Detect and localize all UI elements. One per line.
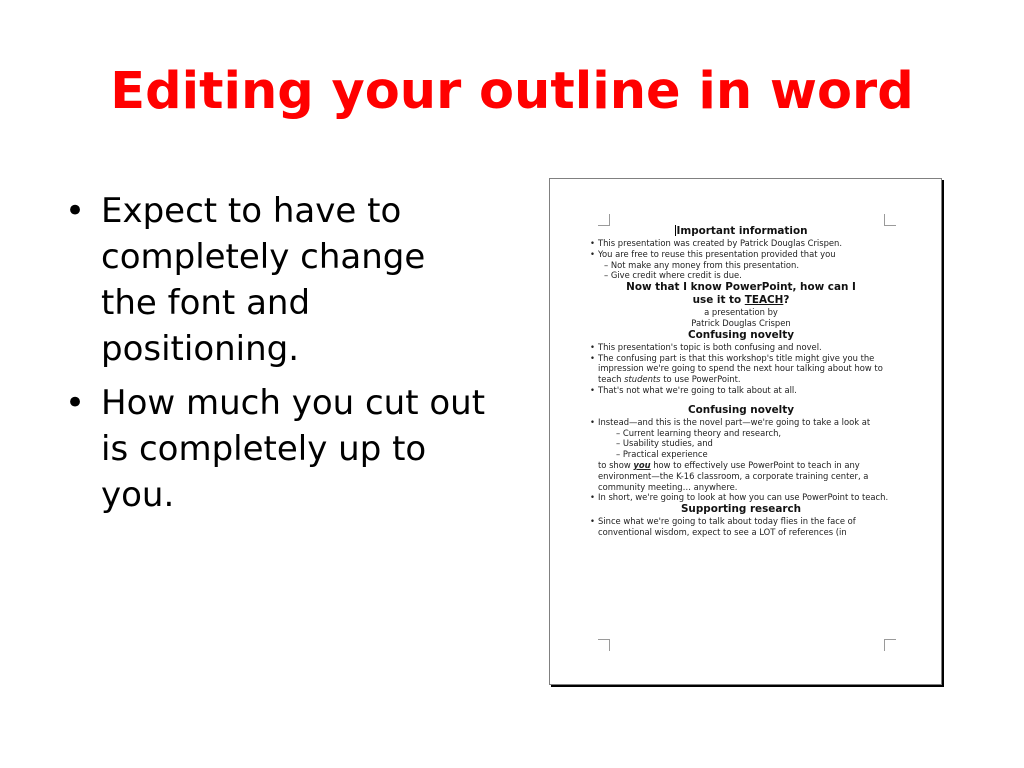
- doc-byline: a presentation by: [704, 307, 778, 318]
- doc-heading: Confusing novelty: [688, 403, 794, 416]
- word-document-preview: [549, 178, 942, 685]
- bullet-item: [60, 188, 490, 372]
- doc-author: Patrick Douglas Crispen: [691, 317, 791, 328]
- doc-bullet: • The confusing part is that this workshop's title might give you the impression we're going to spend the next hour talking about how to teach students to use PowerPoint.: [590, 353, 892, 385]
- document-text: [590, 225, 892, 538]
- doc-heading: Important information: [676, 225, 808, 237]
- doc-subbullet: – Give credit where credit is due.: [604, 270, 742, 281]
- doc-bullet: • Since what we're going to talk about today flies in the face of conventional wisdom, expect to see a LOT of references (in: [590, 516, 892, 538]
- doc-heading: Now that I know PowerPoint, how can I use it to TEACH?: [626, 281, 856, 307]
- doc-heading: Supporting research: [680, 503, 802, 516]
- bullet-icon: •: [64, 383, 86, 423]
- doc-bullet: • Instead—and this is the novel part—we're going to take a look at: [590, 417, 892, 428]
- doc-bullet: • This presentation was created by Patrick Douglas Crispen.: [590, 238, 892, 249]
- doc-subbullet: – Usability studies, and: [616, 438, 713, 449]
- doc-subbullet: – Not make any money from this presentation.: [604, 259, 800, 270]
- bullet-item: [60, 380, 490, 518]
- bullet-text: How much you cut out is completely up to you.: [101, 383, 486, 515]
- doc-bullet: • In short, we're going to look at how you can use PowerPoint to teach.: [590, 492, 892, 503]
- doc-continuation: to show you how to effectively use PowerPoint to teach in any environment—the K-16 classroom, a corporate training center, a community meeting… anywhere.: [598, 459, 869, 492]
- doc-subbullet: – Current learning theory and research,: [616, 427, 782, 438]
- margin-corner-icon: [884, 639, 896, 651]
- doc-heading: Confusing novelty: [688, 328, 794, 341]
- doc-bullet: • That's not what we're going to talk about at all.: [590, 385, 892, 396]
- doc-bullet: • This presentation's topic is both confusing and novel.: [590, 342, 892, 353]
- doc-bullet: • You are free to reuse this presentation provided that you: [590, 249, 892, 260]
- bullet-text: Expect to have to completely change the font and positioning.: [101, 191, 426, 369]
- margin-corner-icon: [598, 639, 610, 651]
- bullet-icon: •: [64, 191, 86, 231]
- slide-title: Editing your outline in word: [110, 62, 914, 121]
- doc-subbullet: – Practical experience: [616, 449, 708, 460]
- text-cursor-icon: [675, 225, 676, 236]
- bullet-list: [60, 188, 490, 526]
